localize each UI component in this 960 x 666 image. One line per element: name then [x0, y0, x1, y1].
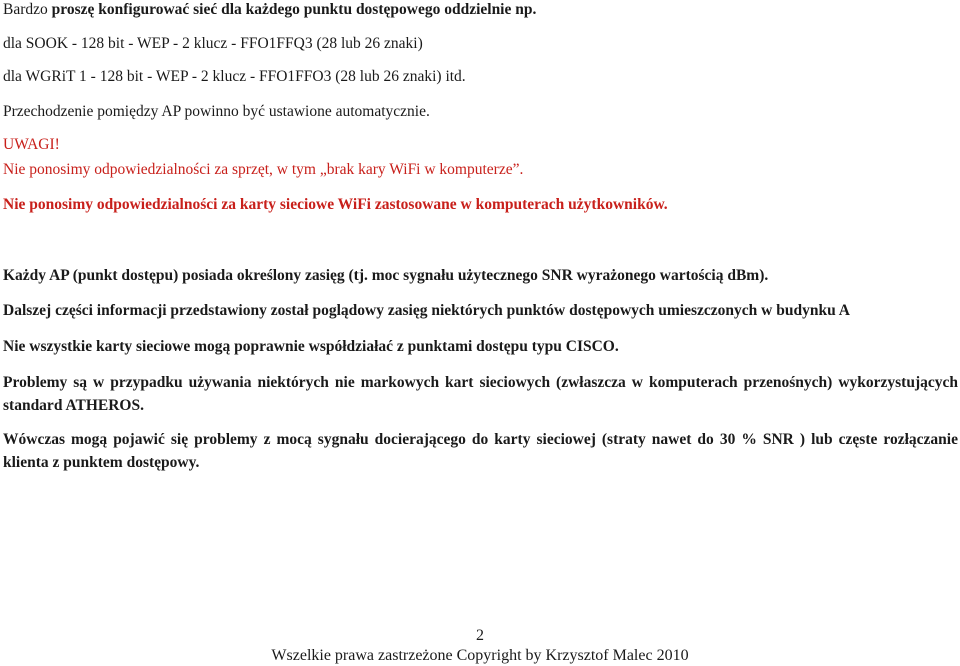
page-number: 2 [476, 627, 484, 644]
roaming-note: Przechodzenie pomiędzy AP powinno być ustawione automatycznie. [3, 103, 430, 120]
warning-network-cards: Nie ponosimy odpowiedzialności za karty sieciowe WiFi zastosowane w komputerach użytkowników. [3, 196, 668, 213]
footer-copyright: Wszelkie prawa zastrzeżone Copyright by Krzysztof Malec 2010 [271, 647, 689, 664]
paragraph-cisco: Nie wszystkie karty sieciowe mogą poprawnie współdziałać z punktami dostępu typu CISCO. [3, 338, 619, 355]
paragraph-coverage-info: Dalszej części informacji przedstawiony został poglądowy zasięg niektórych punktów dostępowych umieszczonych w budynku A [3, 302, 850, 319]
warning-hardware: Nie ponosimy odpowiedzialności za sprzęt, w tym „brak kary WiFi w komputerze”. [3, 161, 524, 178]
intro-normal-text: Bardzo [3, 1, 52, 18]
intro-line [3, 0, 536, 20]
config-line-wgrit: dla WGRiT 1 - 128 bit - WEP - 2 klucz - FFO1FFO3 (28 lub 26 znaki) itd. [3, 68, 466, 85]
paragraph-signal-loss: Wówczas mogą pojawić się problemy z mocą sygnału docierającego do karty sieciowej (straty nawet do 30 % SNR ) lub częste rozłączanie klienta z punktem dostępowy. [3, 431, 958, 471]
paragraph-atheros: Problemy są w przypadku używania niektórych nie markowych kart sieciowych (zwłaszcza w komputerach przenośnych) wykorzystujących standard ATHEROS. [3, 374, 958, 414]
paragraph-ap-range: Każdy AP (punkt dostępu) posiada określony zasięg (tj. moc sygnału użytecznego SNR wyrażonego wartością dBm). [3, 267, 769, 284]
warning-title: UWAGI! [3, 136, 60, 153]
intro-bold-text: proszę konfigurować sieć dla każdego punktu dostępowego oddzielnie np. [51, 1, 537, 18]
config-line-sook: dla SOOK - 128 bit - WEP - 2 klucz - FFO1FFQ3 (28 lub 26 znaki) [3, 35, 423, 52]
